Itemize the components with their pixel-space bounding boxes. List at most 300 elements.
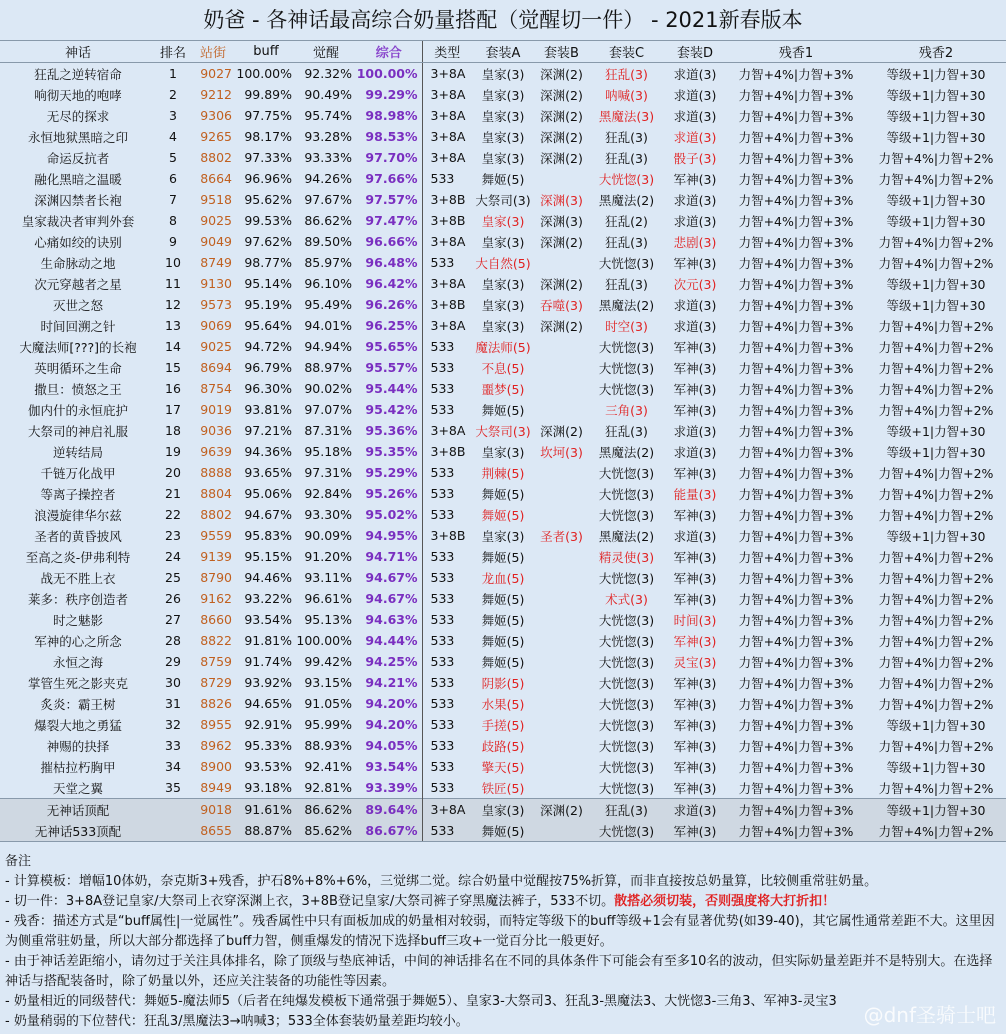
cell-remnant-2: 力智+4%|力智+2%	[878, 171, 994, 187]
cell-rank: 2	[169, 87, 177, 102]
cell-buff: 95.19%	[244, 297, 292, 312]
cell-overall: 100.00%	[356, 63, 422, 85]
cell-type: 533	[430, 717, 455, 732]
table-row	[0, 525, 1006, 546]
cell-remnant-1: 力智+4%|力智+3%	[738, 87, 854, 103]
cell-mythic: 无神话533顶配	[0, 820, 156, 841]
cell-mythic: 灭世之怒	[52, 297, 103, 313]
header-set-d: 套装D	[664, 41, 726, 63]
cell-type: 533	[430, 507, 455, 522]
cell-set-d: 求道(3)	[673, 423, 717, 439]
cell-type: 533	[430, 381, 455, 396]
cell-buff: 95.14%	[244, 276, 292, 291]
cell-overall: 97.70%	[356, 147, 422, 168]
cell-overall: 95.65%	[356, 336, 422, 357]
cell-set-a: 皇家(3)	[481, 213, 525, 229]
cell-set-d: 军神(3)	[673, 255, 717, 271]
cell-remnant-2: 等级+1|力智+30	[886, 297, 986, 313]
table-row	[0, 357, 1006, 378]
cell-mythic: 生命脉动之地	[40, 255, 116, 271]
ranking-table	[0, 41, 1006, 841]
cell-awaken: 94.26%	[304, 171, 352, 186]
table-row	[0, 273, 1006, 294]
cell-remnant-1: 力智+4%|力智+3%	[738, 465, 854, 481]
table-row	[0, 189, 1006, 210]
table-row	[0, 777, 1006, 799]
cell-buff: 96.96%	[244, 171, 292, 186]
table-row	[0, 546, 1006, 567]
cell-awaken: 86.62%	[304, 213, 352, 228]
cell-mythic: 永恒之海	[52, 654, 103, 670]
cell-standing: 8694	[200, 360, 232, 375]
cell-mythic: 千链万化战甲	[40, 465, 116, 481]
cell-remnant-1: 力智+4%|力智+3%	[738, 402, 854, 418]
note-switch-text: - 切一件：3+8A登记皇家/大祭司上衣穿深渊上衣，3+8B登记皇家/大祭司裤子穿黑魔法裤子，533不切。	[5, 894, 615, 909]
cell-overall: 96.66%	[356, 231, 422, 252]
cell-set-a: 皇家(3)	[481, 444, 525, 460]
cell-buff: 91.61%	[236, 799, 296, 821]
cell-set-d: 求道(3)	[673, 87, 717, 103]
cell-set-a: 皇家(3)	[481, 528, 525, 544]
cell-remnant-1: 力智+4%|力智+3%	[738, 633, 854, 649]
note-ranking: - 由于神话差距缩小，请勿过于关注具体排名，除了顶级与垫底神话，中间的神话排名在不同的具体条件下可能会有至多10名的波动，但实际奶量差距并不是特别大。在选择神话与搭配装备时，除了奶量以外，还应关注装备的功能性等因素。	[5, 954, 993, 989]
cell-mythic: 天堂之翼	[52, 780, 103, 796]
cell-rank	[156, 820, 190, 841]
note-switch	[5, 892, 1001, 912]
cell-remnant-2: 力智+4%|力智+2%	[878, 612, 994, 628]
cell-overall: 94.20%	[356, 714, 422, 735]
cell-awaken: 92.84%	[304, 486, 352, 501]
cell-remnant-1: 力智+4%|力智+3%	[738, 150, 854, 166]
watermark: @dnf圣骑士吧	[863, 1003, 996, 1027]
cell-awaken: 87.31%	[304, 423, 352, 438]
cell-buff: 94.72%	[244, 339, 292, 354]
cell-buff: 97.33%	[244, 150, 292, 165]
cell-overall: 96.42%	[356, 273, 422, 294]
cell-buff: 97.21%	[244, 423, 292, 438]
cell-overall: 95.02%	[356, 504, 422, 525]
cell-awaken: 89.50%	[304, 234, 352, 249]
cell-rank: 15	[165, 360, 181, 375]
cell-overall: 98.53%	[356, 126, 422, 147]
cell-standing: 8804	[200, 486, 232, 501]
cell-type: 3+8A	[430, 234, 466, 249]
cell-remnant-1: 力智+4%|力智+3%	[726, 799, 866, 821]
cell-mythic: 深渊囚禁者长袍	[34, 192, 122, 208]
cell-set-b	[534, 820, 589, 841]
cell-standing: 8802	[200, 150, 232, 165]
cell-buff: 93.81%	[244, 402, 292, 417]
cell-overall: 93.54%	[356, 756, 422, 777]
cell-set-d: 军神(3)	[673, 507, 717, 523]
note-switch-warning: 散搭必须切装，否则强度将大打折扣！	[614, 894, 836, 909]
cell-mythic: 掌管生死之影夹克	[27, 675, 128, 691]
cell-set-b: 深渊(3)	[540, 192, 583, 208]
cell-type: 533	[430, 549, 455, 564]
cell-mythic: 战无不胜上衣	[40, 570, 116, 586]
cell-set-d: 军神(3)	[673, 780, 717, 796]
cell-remnant-1: 力智+4%|力智+3%	[726, 820, 866, 841]
cell-set-b: 深渊(2)	[540, 318, 583, 334]
cell-overall: 94.67%	[356, 588, 422, 609]
cell-remnant-1: 力智+4%|力智+3%	[738, 738, 854, 754]
table-row	[0, 210, 1006, 231]
cell-overall: 95.44%	[356, 378, 422, 399]
cell-buff: 91.74%	[244, 654, 292, 669]
cell-standing: 8822	[200, 633, 232, 648]
cell-rank: 14	[165, 339, 181, 354]
cell-type: 533	[430, 339, 455, 354]
header-type: 类型	[422, 41, 472, 63]
cell-standing: 9518	[200, 192, 232, 207]
table-row	[0, 336, 1006, 357]
cell-set-c: 大恍惚(3)	[598, 759, 655, 775]
cell-set-b	[534, 168, 589, 189]
cell-mythic: 英明循环之生命	[34, 360, 122, 376]
cell-set-a: 皇家(3)	[481, 87, 525, 103]
cell-remnant-1: 力智+4%|力智+3%	[738, 696, 854, 712]
cell-remnant-1: 力智+4%|力智+3%	[738, 360, 854, 376]
table-row	[0, 126, 1006, 147]
note-lower-substitutes: - 奶量稍弱的下位替代：狂乱3/黑魔法3→呐喊3；533全体套装奶量差距均较小。	[5, 1014, 469, 1029]
cell-set-d: 军神(3)	[673, 402, 717, 418]
cell-set-d: 求道(3)	[673, 318, 717, 334]
cell-type: 3+8B	[430, 444, 466, 459]
cell-mythic: 永恒地狱黑暗之印	[27, 129, 128, 145]
cell-set-b	[534, 336, 589, 357]
cell-rank: 10	[165, 255, 181, 270]
header-rank: 排名	[156, 41, 190, 63]
cell-remnant-1: 力智+4%|力智+3%	[738, 234, 854, 250]
cell-set-a: 大祭司(3)	[475, 423, 531, 439]
cell-overall: 94.63%	[356, 609, 422, 630]
cell-awaken: 93.28%	[304, 129, 352, 144]
cell-rank: 5	[169, 150, 177, 165]
cell-set-a: 皇家(3)	[472, 799, 534, 821]
cell-overall: 94.44%	[356, 630, 422, 651]
cell-set-a: 铁匠(5)	[481, 780, 525, 796]
cell-standing: 9639	[200, 444, 232, 459]
cell-remnant-2: 等级+1|力智+30	[886, 192, 986, 208]
cell-set-d: 军神(3)	[673, 717, 717, 733]
header-standing: 站街	[190, 41, 236, 63]
cell-mythic: 神赐的抉择	[46, 738, 110, 754]
cell-type: 3+8A	[430, 108, 466, 123]
cell-awaken: 95.13%	[304, 612, 352, 627]
cell-type: 3+8B	[430, 213, 466, 228]
cell-remnant-2: 力智+4%|力智+2%	[878, 234, 994, 250]
table-header	[0, 41, 1006, 63]
cell-standing: 8749	[200, 255, 232, 270]
cell-set-a: 舞姬(5)	[481, 402, 525, 418]
cell-set-b: 深渊(2)	[540, 234, 583, 250]
cell-type: 533	[430, 696, 455, 711]
cell-remnant-1: 力智+4%|力智+3%	[738, 654, 854, 670]
cell-rank: 33	[165, 738, 181, 753]
table-row	[0, 378, 1006, 399]
cell-type: 533	[430, 570, 455, 585]
table-row	[0, 672, 1006, 693]
cell-remnant-1: 力智+4%|力智+3%	[738, 339, 854, 355]
cell-standing: 9306	[200, 108, 232, 123]
cell-set-c: 大恍惚(3)	[598, 255, 655, 271]
table-row	[0, 567, 1006, 588]
cell-set-c: 狂乱(3)	[605, 276, 648, 292]
cell-remnant-1: 力智+4%|力智+3%	[738, 549, 854, 565]
cell-buff: 91.81%	[244, 633, 292, 648]
cell-set-d: 求道(3)	[673, 444, 717, 460]
cell-set-a: 皇家(3)	[481, 276, 525, 292]
header-mythic: 神话	[0, 41, 156, 63]
cell-rank: 1	[169, 66, 177, 81]
cell-set-d: 军神(3)	[673, 360, 717, 376]
cell-mythic: 浪漫旋律华尔兹	[34, 507, 122, 523]
cell-set-b: 圣者(3)	[540, 528, 583, 544]
cell-set-d: 求道(3)	[664, 799, 726, 821]
cell-overall: 93.39%	[356, 777, 422, 799]
cell-mythic: 无尽的探求	[46, 108, 110, 124]
cell-remnant-1: 力智+4%|力智+3%	[738, 66, 854, 82]
cell-standing: 8759	[200, 654, 232, 669]
cell-overall: 97.47%	[356, 210, 422, 231]
cell-rank: 9	[169, 234, 177, 249]
cell-awaken: 97.67%	[304, 192, 352, 207]
cell-set-a: 皇家(3)	[481, 297, 525, 313]
cell-awaken: 97.07%	[304, 402, 352, 417]
table-row	[0, 231, 1006, 252]
cell-remnant-2: 力智+4%|力智+2%	[878, 255, 994, 271]
cell-awaken: 88.97%	[304, 360, 352, 375]
cell-type: 533	[430, 486, 455, 501]
cell-set-c: 狂乱(3)	[605, 66, 648, 82]
cell-set-c: 狂乱(3)	[605, 150, 648, 166]
cell-remnant-1: 力智+4%|力智+3%	[738, 381, 854, 397]
cell-rank: 29	[165, 654, 181, 669]
cell-set-a: 大自然(5)	[475, 255, 531, 271]
cell-set-a: 皇家(3)	[481, 318, 525, 334]
cell-set-a: 魔法师(5)	[475, 339, 531, 355]
cell-standing: 9559	[200, 528, 232, 543]
cell-set-d: 军神(3)	[673, 696, 717, 712]
cell-set-b	[534, 567, 589, 588]
cell-set-a: 噩梦(5)	[481, 381, 525, 397]
cell-set-d: 军神(3)	[673, 549, 717, 565]
cell-rank: 6	[169, 171, 177, 186]
cell-set-b: 深渊(2)	[540, 150, 583, 166]
cell-remnant-2: 力智+4%|力智+2%	[878, 738, 994, 754]
cell-set-d: 求道(3)	[673, 297, 717, 313]
cell-awaken: 96.10%	[304, 276, 352, 291]
cell-overall: 96.48%	[356, 252, 422, 273]
cell-awaken: 93.30%	[304, 507, 352, 522]
cell-type: 3+8B	[430, 297, 466, 312]
cell-standing: 9027	[200, 66, 232, 81]
cell-set-c: 大恍惚(3)	[598, 570, 655, 586]
cell-remnant-1: 力智+4%|力智+3%	[738, 108, 854, 124]
cell-overall: 89.64%	[356, 799, 422, 821]
cell-remnant-1: 力智+4%|力智+3%	[738, 171, 854, 187]
cell-set-c: 三角(3)	[605, 402, 648, 418]
cell-type: 3+8A	[430, 129, 466, 144]
cell-set-c: 大恍惚(3)	[598, 717, 655, 733]
cell-remnant-1: 力智+4%|力智+3%	[738, 612, 854, 628]
cell-standing: 9573	[200, 297, 232, 312]
cell-mythic: 时间回溯之针	[40, 318, 116, 334]
cell-rank: 23	[165, 528, 181, 543]
cell-rank: 35	[165, 780, 181, 795]
cell-buff: 97.75%	[244, 108, 292, 123]
cell-buff: 93.54%	[244, 612, 292, 627]
cell-set-c: 大恍惚(3)	[598, 654, 655, 670]
cell-set-d: 军神(3)	[673, 465, 717, 481]
cell-set-d: 军神(3)	[673, 570, 717, 586]
cell-overall: 95.26%	[356, 483, 422, 504]
table-row	[0, 399, 1006, 420]
cell-remnant-2: 力智+4%|力智+2%	[878, 654, 994, 670]
cell-remnant-1: 力智+4%|力智+3%	[738, 675, 854, 691]
cell-standing: 8802	[200, 507, 232, 522]
cell-standing: 9019	[200, 402, 232, 417]
table-row	[0, 504, 1006, 525]
cell-set-b	[534, 462, 589, 483]
cell-set-b	[534, 693, 589, 714]
cell-buff: 93.65%	[244, 465, 292, 480]
cell-awaken: 85.62%	[296, 820, 356, 841]
cell-remnant-1: 力智+4%|力智+3%	[738, 780, 854, 796]
cell-set-d: 军神(3)	[673, 675, 717, 691]
cell-buff: 96.79%	[244, 360, 292, 375]
cell-standing: 8955	[200, 717, 232, 732]
cell-set-a: 龙血(5)	[481, 570, 525, 586]
cell-overall: 94.21%	[356, 672, 422, 693]
header-remnant-1: 残香1	[726, 41, 866, 63]
cell-awaken: 93.11%	[304, 570, 352, 585]
cell-set-c: 黑魔法(2)	[598, 444, 655, 460]
cell-set-b	[534, 504, 589, 525]
cell-set-b: 深渊(3)	[540, 213, 583, 229]
cell-remnant-2: 力智+4%|力智+2%	[866, 820, 1006, 841]
cell-overall: 97.57%	[356, 189, 422, 210]
cell-remnant-2: 等级+1|力智+30	[886, 759, 986, 775]
cell-set-a: 水果(5)	[481, 696, 525, 712]
cell-rank: 26	[165, 591, 181, 606]
cell-standing: 8962	[200, 738, 232, 753]
cell-overall: 97.66%	[356, 168, 422, 189]
cell-set-a: 皇家(3)	[481, 108, 525, 124]
cell-set-d: 时间(3)	[673, 612, 717, 628]
cell-mythic: 军神的心之所念	[34, 633, 122, 649]
cell-awaken: 92.81%	[304, 780, 352, 795]
cell-set-c: 大恍惚(3)	[598, 780, 655, 796]
cell-standing: 8660	[200, 612, 232, 627]
cell-type: 3+8A	[430, 150, 466, 165]
cell-set-a: 舞姬(5)	[481, 507, 525, 523]
cell-remnant-2: 力智+4%|力智+2%	[878, 549, 994, 565]
cell-set-b: 深渊(2)	[540, 87, 583, 103]
cell-mythic: 圣者的黄昏披风	[34, 528, 122, 544]
cell-remnant-2: 力智+4%|力智+2%	[878, 675, 994, 691]
cell-rank: 8	[169, 213, 177, 228]
cell-remnant-1: 力智+4%|力智+3%	[738, 423, 854, 439]
cell-rank: 12	[165, 297, 181, 312]
cell-buff: 94.36%	[244, 444, 292, 459]
cell-remnant-2: 等级+1|力智+30	[886, 276, 986, 292]
table-row	[0, 315, 1006, 336]
cell-awaken: 100.00%	[296, 633, 352, 648]
cell-set-b: 坎坷(3)	[540, 444, 583, 460]
cell-set-c: 狂乱(3)	[605, 423, 648, 439]
cell-standing: 9162	[200, 591, 232, 606]
cell-set-b	[534, 252, 589, 273]
header-set-a: 套装A	[472, 41, 534, 63]
cell-type: 3+8B	[430, 192, 466, 207]
cell-awaken: 88.93%	[304, 738, 352, 753]
cell-set-a: 舞姬(5)	[481, 549, 525, 565]
table-row	[0, 756, 1006, 777]
cell-rank: 18	[165, 423, 181, 438]
cell-type: 533	[430, 612, 455, 627]
cell-rank: 22	[165, 507, 181, 522]
cell-remnant-2: 等级+1|力智+30	[886, 528, 986, 544]
cell-mythic: 大祭司的神启礼服	[27, 423, 128, 439]
cell-remnant-1: 力智+4%|力智+3%	[738, 213, 854, 229]
cell-set-b: 深渊(2)	[540, 129, 583, 145]
cell-standing: 9212	[200, 87, 232, 102]
table-row	[0, 693, 1006, 714]
cell-remnant-2: 力智+4%|力智+2%	[878, 360, 994, 376]
cell-mythic: 大魔法师[???]的长袍	[19, 339, 137, 355]
cell-awaken: 94.01%	[304, 318, 352, 333]
cell-set-d: 军神(3)	[673, 738, 717, 754]
cell-set-a: 皇家(3)	[481, 234, 525, 250]
cell-awaken: 96.61%	[304, 591, 352, 606]
cell-rank: 16	[165, 381, 181, 396]
cell-set-c: 大恍惚(3)	[598, 381, 655, 397]
cell-type: 533	[430, 654, 455, 669]
notes-heading: 备注	[5, 854, 32, 869]
cell-set-a: 大祭司(3)	[475, 192, 531, 208]
cell-mythic: 摧枯拉朽胸甲	[40, 759, 116, 775]
cell-remnant-1: 力智+4%|力智+3%	[738, 528, 854, 544]
cell-mythic: 等离子操控者	[40, 486, 116, 502]
cell-type: 533	[422, 820, 472, 841]
table-row	[0, 147, 1006, 168]
cell-rank: 34	[165, 759, 181, 774]
cell-standing: 8888	[200, 465, 232, 480]
cell-overall: 99.29%	[356, 84, 422, 105]
cell-awaken: 90.09%	[304, 528, 352, 543]
cell-set-c: 大恍惚(3)	[598, 696, 655, 712]
cell-set-d: 军神(3)	[673, 171, 717, 187]
cell-remnant-1: 力智+4%|力智+3%	[738, 444, 854, 460]
table-row	[0, 84, 1006, 105]
cell-set-b	[534, 672, 589, 693]
cell-set-a: 舞姬(5)	[481, 486, 525, 502]
cell-rank: 31	[165, 696, 181, 711]
cell-remnant-2: 等级+1|力智+30	[886, 87, 986, 103]
cell-mythic: 撒旦：愤怒之王	[34, 381, 122, 397]
cell-mythic: 炙炎：霸王树	[40, 696, 116, 712]
cell-type: 533	[430, 465, 455, 480]
cell-awaken: 95.99%	[304, 717, 352, 732]
cell-awaken: 95.18%	[304, 444, 352, 459]
cell-awaken: 85.97%	[304, 255, 352, 270]
cell-awaken: 94.94%	[304, 339, 352, 354]
cell-remnant-1: 力智+4%|力智+3%	[738, 318, 854, 334]
header-overall: 综合	[356, 41, 422, 63]
cell-set-b	[534, 630, 589, 651]
cell-rank: 17	[165, 402, 181, 417]
